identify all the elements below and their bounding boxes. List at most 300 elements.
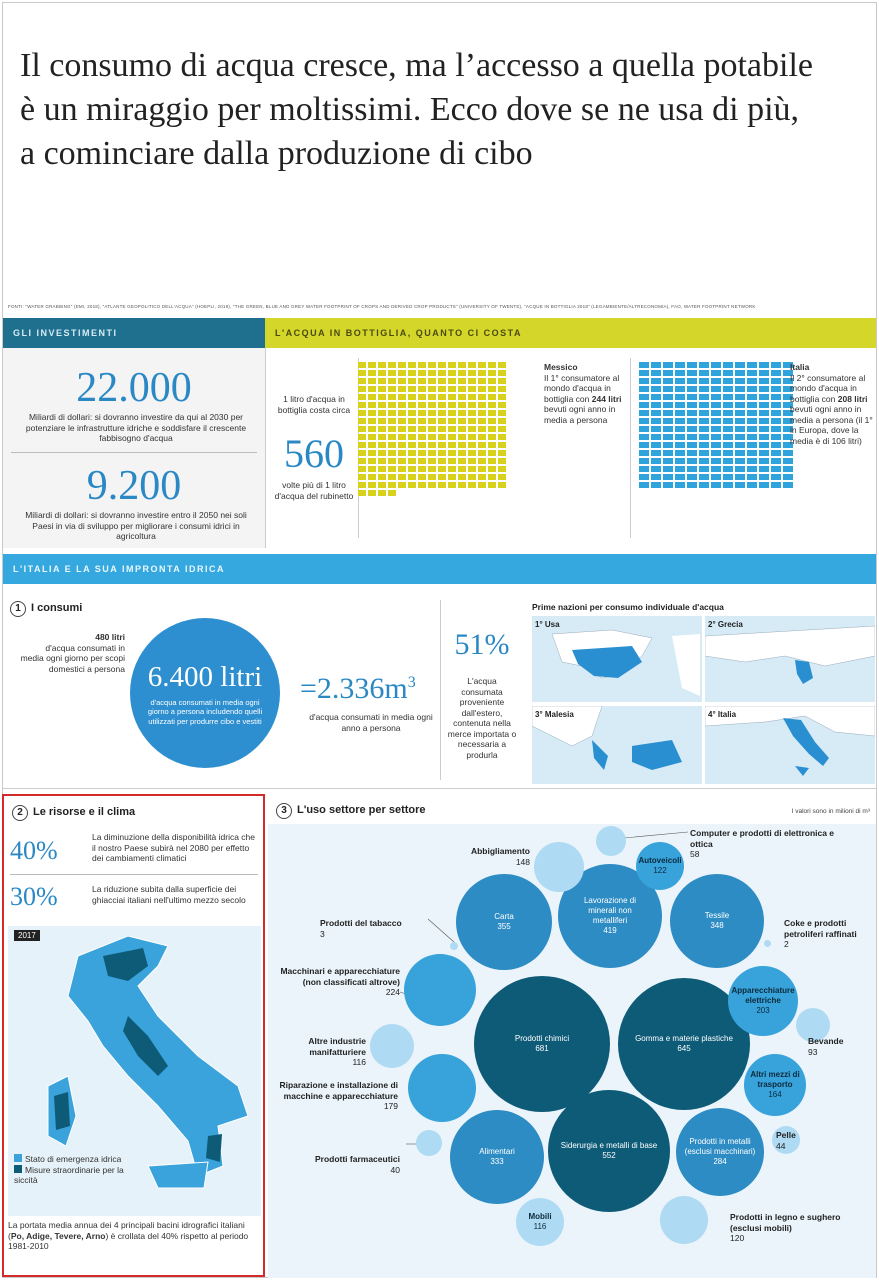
settori-number-badge: 3 <box>276 803 292 819</box>
bottle-cell <box>498 442 506 448</box>
bottle-cell <box>675 386 685 392</box>
label-farmaceutici-name: Prodotti farmaceutici <box>314 1154 400 1164</box>
bubble-macchinari <box>404 954 476 1026</box>
bubble-trasporto-value: 164 <box>768 1090 782 1099</box>
bottle-cell <box>368 418 376 424</box>
bottle-cell <box>747 402 757 408</box>
bottiglia-intro: 1 litro d'acqua in bottiglia costa circa <box>277 394 351 415</box>
bottle-cell <box>378 450 386 456</box>
bottle-cell <box>723 458 733 464</box>
bubble-mobili-name: Mobili <box>528 1212 552 1221</box>
bottle-cell <box>378 466 386 472</box>
bottle-cell <box>723 394 733 400</box>
bottle-cell <box>418 466 426 472</box>
map-italia-label: 4° Italia <box>708 710 737 719</box>
investimenti-divider <box>11 452 257 453</box>
bottle-cell <box>378 410 386 416</box>
bottle-cell <box>368 402 376 408</box>
bottle-cell <box>759 378 769 384</box>
bottle-cell <box>783 482 793 488</box>
bottle-cell <box>468 370 476 376</box>
risorse-panel <box>2 794 265 1277</box>
consumi-eq <box>300 672 416 706</box>
bottle-cell <box>468 418 476 424</box>
bubble-abbigliamento <box>534 842 584 892</box>
bottle-cell <box>438 362 446 368</box>
consumi-number-badge: 1 <box>10 601 26 617</box>
bottle-cell <box>687 474 697 480</box>
bottle-cell <box>428 426 436 432</box>
bottle-cell <box>663 378 673 384</box>
bottle-cell <box>735 466 745 472</box>
bubble-metalli-name: Prodotti in metalli (esclusi macchinari) <box>684 1137 756 1156</box>
bottle-cell <box>398 474 406 480</box>
label-tabacco-name: Prodotti del tabacco <box>320 918 402 928</box>
bottle-cell <box>358 378 366 384</box>
bottle-cell <box>771 370 781 376</box>
bottle-cell <box>448 434 456 440</box>
bottle-cell <box>408 410 416 416</box>
bottle-cell <box>418 370 426 376</box>
bottle-cell <box>639 434 649 440</box>
bottle-cell <box>398 370 406 376</box>
bottle-cell <box>498 466 506 472</box>
bottle-cell <box>783 450 793 456</box>
bottle-cell <box>663 386 673 392</box>
bottle-cell <box>747 458 757 464</box>
bottle-cell <box>639 410 649 416</box>
investimenti-panel <box>3 348 265 548</box>
bubble-trasporto-name: Altri mezzi di trasporto <box>750 1070 800 1089</box>
bottle-cell <box>408 386 416 392</box>
bottle-cell <box>448 370 456 376</box>
bottle-cell <box>723 362 733 368</box>
bubble-carta-name: Carta <box>494 912 514 921</box>
bottle-cell <box>639 370 649 376</box>
consumi-title-text: I consumi <box>31 602 83 614</box>
bottle-cell <box>735 402 745 408</box>
bottle-cell <box>747 418 757 424</box>
bottle-cell <box>488 434 496 440</box>
bottle-cell <box>498 386 506 392</box>
bottle-cell <box>711 442 721 448</box>
bottle-cell <box>468 410 476 416</box>
bottle-cell <box>771 466 781 472</box>
risorse-foot-post: ) è crollata del 40% rispetto al periodo 1981-2010 <box>8 1230 249 1251</box>
bottle-cell <box>438 434 446 440</box>
consumi-big-number: 6.400 litri <box>147 660 263 693</box>
bottle-cell <box>388 418 396 424</box>
bottle-cell <box>687 394 697 400</box>
map-legend <box>14 1154 124 1186</box>
bottle-cell <box>735 362 745 368</box>
bottle-cell <box>378 490 386 496</box>
bottle-cell <box>723 442 733 448</box>
bottle-cell <box>368 442 376 448</box>
bottle-cell <box>428 434 436 440</box>
messico-text <box>544 362 626 425</box>
map-italia <box>705 706 875 784</box>
bottle-cell <box>735 410 745 416</box>
bubble-tessile <box>670 874 764 968</box>
bubble-tessile-name: Tessile <box>704 911 730 920</box>
bubble-altre-industrie <box>370 1024 414 1068</box>
bottle-cell <box>478 370 486 376</box>
bottle-cell <box>358 418 366 424</box>
headline: Il consumo di acqua cresce, ma l’accesso a quella potabile è un miraggio per moltissimi. Ecco dove se ne usa di più, a cominciare dalla produzione di cibo <box>20 47 813 172</box>
bubble-minerali-value: 419 <box>603 926 617 935</box>
bottle-cell <box>378 362 386 368</box>
bottle-cell <box>687 458 697 464</box>
label-computer-name: Computer e prodotti di elettronica e ottica <box>690 828 835 849</box>
bottle-cell <box>663 482 673 488</box>
bottle-cell <box>711 474 721 480</box>
bottle-cell <box>478 386 486 392</box>
label-macchinari-value: 224 <box>385 987 400 997</box>
bottle-cell <box>478 482 486 488</box>
bottle-cell <box>687 482 697 488</box>
bottle-cell <box>418 410 426 416</box>
bottle-cell <box>783 458 793 464</box>
bottle-cell <box>488 370 496 376</box>
bottle-cell <box>687 362 697 368</box>
bottle-cell <box>358 434 366 440</box>
bottle-cell <box>458 458 466 464</box>
bottiglia-divider-2 <box>630 358 631 538</box>
bottle-cell <box>408 474 416 480</box>
bottle-cell <box>498 434 506 440</box>
bottle-cell <box>368 490 376 496</box>
bubble-tessile-value: 348 <box>710 921 724 930</box>
bottle-cell <box>368 394 376 400</box>
bottle-cell <box>438 386 446 392</box>
bottle-cell <box>723 370 733 376</box>
bottle-cell <box>368 458 376 464</box>
bottle-cell <box>498 362 506 368</box>
bottle-cell <box>723 418 733 424</box>
bottle-cell <box>687 402 697 408</box>
bottle-cell <box>398 450 406 456</box>
bottle-cell <box>418 362 426 368</box>
bubble-metalli <box>676 1108 764 1196</box>
bottle-cell <box>468 466 476 472</box>
bottle-cell <box>388 370 396 376</box>
bottle-cell <box>408 362 416 368</box>
messico-post: bevuti ogni anno in media a persona <box>544 404 616 425</box>
bottle-cell <box>428 458 436 464</box>
bottle-cell <box>428 394 436 400</box>
bottle-cell <box>418 434 426 440</box>
bottle-cell <box>408 450 416 456</box>
bottle-cell <box>468 450 476 456</box>
bottle-cell <box>458 402 466 408</box>
bottle-cell <box>771 410 781 416</box>
bottle-cell <box>458 378 466 384</box>
bottle-cell <box>468 482 476 488</box>
label-coke <box>784 918 874 950</box>
bottle-cell <box>771 378 781 384</box>
bottle-cell <box>723 434 733 440</box>
bottle-cell <box>488 394 496 400</box>
bubble-carta <box>456 874 552 970</box>
bottle-cell <box>418 386 426 392</box>
bottle-cell <box>663 466 673 472</box>
bubble-riparazione <box>408 1054 476 1122</box>
bottle-cell <box>478 466 486 472</box>
bottle-cell <box>358 442 366 448</box>
bottle-cell <box>428 418 436 424</box>
bottle-cell <box>388 378 396 384</box>
bottle-cell <box>378 370 386 376</box>
bottle-cell <box>723 402 733 408</box>
bottle-cell <box>498 402 506 408</box>
bottle-cell <box>675 362 685 368</box>
bottle-cell <box>639 386 649 392</box>
bottle-cell <box>771 418 781 424</box>
bottle-cell <box>759 466 769 472</box>
bottle-cell <box>675 474 685 480</box>
bottle-cell <box>448 466 456 472</box>
bottle-cell <box>663 418 673 424</box>
bottle-cell <box>663 426 673 432</box>
bottle-cell <box>438 394 446 400</box>
bottle-cell <box>428 474 436 480</box>
bottle-cell <box>675 442 685 448</box>
bottle-cell <box>418 418 426 424</box>
italia-post: bevuti ogni anno in media a persona (il 1° in Europa, dove la media è di 106 litri) <box>790 404 873 446</box>
bottle-cell <box>723 426 733 432</box>
bottle-cell <box>699 434 709 440</box>
consumi-480-num: 480 litri <box>95 632 125 642</box>
bottle-cell <box>699 442 709 448</box>
bottle-cell <box>398 434 406 440</box>
bottle-cell <box>468 362 476 368</box>
bottle-cell <box>358 426 366 432</box>
label-altre-value: 116 <box>352 1057 366 1067</box>
risorse-title-text: Le risorse e il clima <box>33 806 136 818</box>
consumi-480 <box>20 632 125 674</box>
bottle-cell <box>408 426 416 432</box>
consumi-480-text: d'acqua consumati in media ogni giorno per scopi domestici a persona <box>20 642 125 674</box>
consumi-pct: 51% <box>454 628 510 661</box>
bottle-cell <box>711 466 721 472</box>
bottle-cell <box>398 394 406 400</box>
bottle-cell <box>408 370 416 376</box>
bottle-cell <box>699 402 709 408</box>
legend-emergenza-text: Stato di emergenza idrica <box>25 1154 122 1164</box>
bubble-gomma-value: 645 <box>677 1044 691 1053</box>
bottle-cell <box>687 426 697 432</box>
label-pelle <box>776 1130 836 1151</box>
bottle-cell <box>448 482 456 488</box>
bottle-cell <box>711 386 721 392</box>
bottle-cell <box>448 386 456 392</box>
bottle-cell <box>735 426 745 432</box>
label-abbigliamento <box>430 846 530 867</box>
bottle-cell <box>651 418 661 424</box>
bottle-cell <box>488 426 496 432</box>
bottle-cell <box>639 378 649 384</box>
bottle-cell <box>639 482 649 488</box>
bottle-cell <box>735 386 745 392</box>
bottle-cell <box>388 426 396 432</box>
bottle-cell <box>759 450 769 456</box>
bottle-cell <box>771 402 781 408</box>
investimenti-header: GLI INVESTIMENTI <box>3 318 265 348</box>
bottle-cell <box>358 474 366 480</box>
bottle-cell <box>488 402 496 408</box>
bottle-cell <box>468 386 476 392</box>
bottiglia-header: L'ACQUA IN BOTTIGLIA, QUANTO CI COSTA <box>265 318 876 348</box>
bottle-cell <box>687 450 697 456</box>
bottle-cell <box>699 474 709 480</box>
bubble-carta-value: 355 <box>497 922 511 931</box>
bottle-cell <box>675 482 685 488</box>
bottle-cell <box>639 418 649 424</box>
label-riparazione-name: Riparazione e installazione di macchine e apparecchiature <box>279 1080 398 1101</box>
bottle-cell <box>428 386 436 392</box>
bottle-cell <box>478 474 486 480</box>
bubble-tabacco <box>450 942 458 950</box>
bottle-cell <box>358 482 366 488</box>
bottle-cell <box>735 418 745 424</box>
risorse-pct-1-text: La diminuzione della disponibilità idrica che il nostro Paese subirà nel 2080 per effetto dei cambiamenti climatici <box>92 832 256 863</box>
bottle-cell <box>651 410 661 416</box>
bottle-cell <box>358 458 366 464</box>
label-farmaceutici-value: 40 <box>390 1164 400 1175</box>
bottle-cell <box>358 386 366 392</box>
bottle-cell <box>711 418 721 424</box>
label-riparazione <box>272 1080 398 1112</box>
bottle-cell <box>368 386 376 392</box>
bottle-cell <box>488 450 496 456</box>
bottle-cell <box>699 482 709 488</box>
bubble-autoveicoli-value: 122 <box>653 866 667 875</box>
bottle-cell <box>663 450 673 456</box>
italia-pre: Il 2° consumatore al mondo d'acqua in bottiglia con <box>790 372 866 404</box>
bottle-cell <box>458 442 466 448</box>
bottle-cell <box>675 426 685 432</box>
bottle-cell <box>418 394 426 400</box>
bubble-alimentari <box>450 1110 544 1204</box>
bottle-cell <box>675 410 685 416</box>
bottle-cell <box>458 434 466 440</box>
bottle-cell <box>735 458 745 464</box>
bottle-cell <box>468 394 476 400</box>
bottle-cell <box>398 418 406 424</box>
italia-bottle-grid <box>639 362 793 488</box>
bottle-cell <box>663 458 673 464</box>
bottle-cell <box>675 370 685 376</box>
bottle-cell <box>735 474 745 480</box>
legend-emergenza-swatch <box>14 1154 22 1162</box>
bottle-cell <box>458 474 466 480</box>
italy-drought-map <box>8 926 261 1216</box>
bottle-cell <box>687 442 697 448</box>
bottle-cell <box>723 378 733 384</box>
label-pelle-name: Pelle <box>776 1130 796 1140</box>
bottle-cell <box>747 362 757 368</box>
bottle-cell <box>458 394 466 400</box>
bottle-cell <box>675 450 685 456</box>
bottle-cell <box>358 450 366 456</box>
bubble-prodotti-chimici-value: 681 <box>535 1044 549 1053</box>
bottle-cell <box>438 426 446 432</box>
bottle-cell <box>723 386 733 392</box>
bottle-cell <box>378 434 386 440</box>
bottle-cell <box>498 378 506 384</box>
bottle-cell <box>687 386 697 392</box>
label-coke-name: Coke e prodotti petroliferi raffinati <box>784 918 857 939</box>
bottle-cell <box>368 370 376 376</box>
bottle-cell <box>675 418 685 424</box>
bottle-cell <box>759 426 769 432</box>
map-malesia <box>532 706 702 784</box>
bottle-cell <box>438 418 446 424</box>
bottle-cell <box>747 482 757 488</box>
legend-misure-text: Misure straordinarie per la siccità <box>14 1164 124 1185</box>
bottle-cell <box>711 450 721 456</box>
bottle-cell <box>699 426 709 432</box>
label-farmaceutici <box>290 1154 400 1175</box>
bottle-cell <box>488 458 496 464</box>
bottle-cell <box>448 378 456 384</box>
bottle-cell <box>651 466 661 472</box>
bottle-cell <box>448 426 456 432</box>
bottle-cell <box>663 370 673 376</box>
bottle-cell <box>771 434 781 440</box>
bottle-cell <box>771 386 781 392</box>
bottle-cell <box>759 482 769 488</box>
consumi-eq-sup: 3 <box>407 674 416 691</box>
italia-text <box>790 362 874 446</box>
label-abbigliamento-name: Abbigliamento <box>470 846 530 856</box>
bottle-cell <box>418 442 426 448</box>
bottle-cell <box>478 402 486 408</box>
bottle-cell <box>408 418 416 424</box>
label-coke-value: 2 <box>784 939 789 949</box>
nazioni-title: Prime nazioni per consumo individuale d'acqua <box>532 602 724 612</box>
messico-litri: 244 litri <box>591 393 622 404</box>
bubble-autoveicoli-name: Autoveicoli <box>638 856 682 865</box>
bottle-cell <box>699 362 709 368</box>
risorse-title <box>12 802 135 821</box>
bottle-cell <box>428 402 436 408</box>
bottle-cell <box>687 370 697 376</box>
bottle-cell <box>418 426 426 432</box>
bottle-cell <box>398 410 406 416</box>
italia-litri: 208 litri <box>837 393 868 404</box>
consumi-divider <box>440 600 441 780</box>
bottle-cell <box>478 458 486 464</box>
bubble-prodotti-chimici <box>474 976 610 1112</box>
bottle-cell <box>699 378 709 384</box>
bottiglia-outro: volte più di 1 litro d'acqua del rubinetto <box>274 480 354 501</box>
risorse-pct-1: 40% <box>10 836 58 865</box>
bottle-cell <box>428 466 436 472</box>
bottle-cell <box>408 378 416 384</box>
bottle-cell <box>458 386 466 392</box>
bottle-cell <box>699 450 709 456</box>
bottle-cell <box>458 482 466 488</box>
bottle-cell <box>723 410 733 416</box>
bottle-cell <box>711 458 721 464</box>
label-bevande <box>808 1036 872 1057</box>
bottle-cell <box>747 442 757 448</box>
bottle-cell <box>448 474 456 480</box>
bottle-cell <box>358 394 366 400</box>
bottle-cell <box>498 450 506 456</box>
